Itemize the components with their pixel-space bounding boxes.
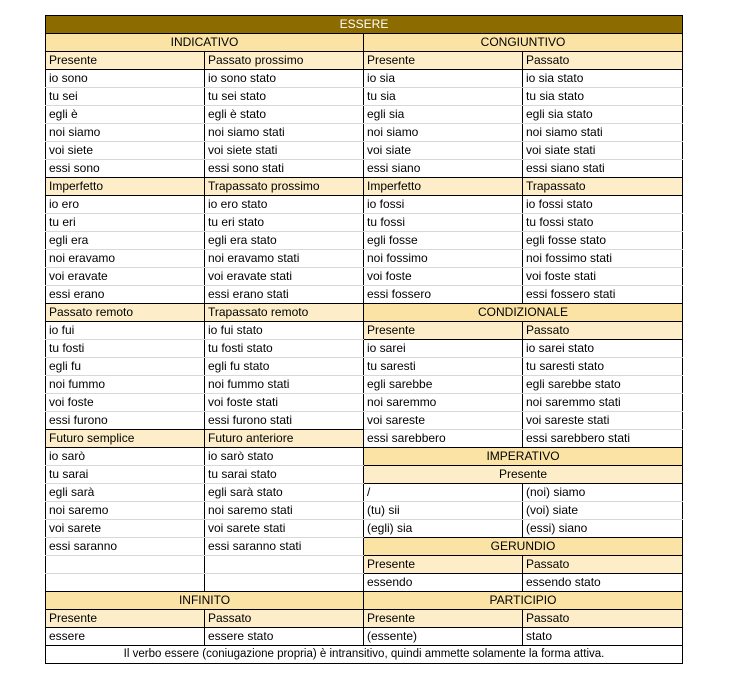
conjugation-cell: essi siano [364,160,523,178]
footnote: Il verbo essere (coniugazione propria) è intransitivo, quindi ammette solamente la forma attiva. [46,646,683,664]
conjugation-cell: essi sono [46,160,205,178]
conjugation-cell: noi siamo [46,124,205,142]
tense-label: Presente [364,556,523,574]
tense-label: Trapassato [523,178,683,196]
tense-label: Imperfetto [46,178,205,196]
conjugation-cell: tu saresti [364,358,523,376]
conjugation-cell: (voi) siate [523,502,683,520]
conjugation-cell: essi furono [46,412,205,430]
conjugation-cell: essere stato [205,628,364,646]
tense-label: Passato prossimo [205,52,364,70]
tense-label: Passato [205,610,364,628]
conjugation-cell: tu fosti stato [205,340,364,358]
conjugation-cell: egli fu stato [205,358,364,376]
conjugation-cell: io sarò [46,448,205,466]
conjugation-cell: noi fummo stati [205,376,364,394]
empty-cell [205,556,364,574]
conjugation-cell: noi siamo stati [205,124,364,142]
tense-label: Imperfetto [364,178,523,196]
conjugation-cell: noi saremmo [364,394,523,412]
conjugation-cell: / [364,484,523,502]
tense-label: Passato [523,556,683,574]
conjugation-cell: tu eri stato [205,214,364,232]
conjugation-cell: io ero stato [205,196,364,214]
conjugation-cell: voi sarete [46,520,205,538]
conjugation-cell: voi sarete stati [205,520,364,538]
conjugation-cell: noi fummo [46,376,205,394]
conjugation-cell: essere [46,628,205,646]
verb-title: ESSERE [46,16,683,34]
conjugation-cell: io fossi stato [523,196,683,214]
conjugation-cell: voi eravate stati [205,268,364,286]
conjugation-cell: essi siano stati [523,160,683,178]
conjugation-cell: voi foste stati [205,394,364,412]
conjugation-cell: egli è stato [205,106,364,124]
conjugation-cell: noi fossimo stati [523,250,683,268]
tense-label: Futuro semplice [46,430,205,448]
conjugation-cell: egli fosse [364,232,523,250]
empty-cell [46,556,205,574]
conjugation-cell: noi saremo [46,502,205,520]
conjugation-cell: tu sei stato [205,88,364,106]
conjugation-cell: egli sarà [46,484,205,502]
conjugation-cell: essi fossero [364,286,523,304]
conjugation-cell: io sono stato [205,70,364,88]
conjugation-cell: stato [523,628,683,646]
conjugation-cell: (tu) sii [364,502,523,520]
conjugation-cell: egli sarà stato [205,484,364,502]
condizionale-heading: CONDIZIONALE [364,304,683,322]
conjugation-cell: noi eravamo stati [205,250,364,268]
conjugation-cell: voi siete stati [205,142,364,160]
conjugation-cell: egli sia [364,106,523,124]
conjugation-cell: io fui [46,322,205,340]
conjugation-cell: tu sia stato [523,88,683,106]
conjugation-cell: io sarei stato [523,340,683,358]
empty-cell [205,574,364,592]
tense-label: Futuro anteriore [205,430,364,448]
conjugation-cell: noi siamo [364,124,523,142]
conjugation-cell: io sia [364,70,523,88]
empty-cell [46,574,205,592]
conjugation-cell: egli fosse stato [523,232,683,250]
tense-label: Presente [46,52,205,70]
tense-label: Trapassato remoto [205,304,364,322]
conjugation-cell: noi saremmo stati [523,394,683,412]
conjugation-cell: voi siete [46,142,205,160]
tense-label: Presente [364,610,523,628]
conjugation-cell: voi siate [364,142,523,160]
conjugation-cell: tu fossi stato [523,214,683,232]
conjugation-cell: noi siamo stati [523,124,683,142]
conjugation-cell: egli sarebbe stato [523,376,683,394]
tense-label: Passato [523,322,683,340]
conjugation-cell: essi sono stati [205,160,364,178]
conjugation-cell: essi furono stati [205,412,364,430]
conjugation-cell: (essente) [364,628,523,646]
conjugation-cell: essi erano stati [205,286,364,304]
conjugation-cell: io ero [46,196,205,214]
conjugation-cell: egli era stato [205,232,364,250]
tense-label: Passato [523,52,683,70]
conjugation-cell: io sono [46,70,205,88]
conjugation-cell: essi sarebbero [364,430,523,448]
conjugation-cell: voi foste [46,394,205,412]
conjugation-cell: io fui stato [205,322,364,340]
conjugation-cell: tu sei [46,88,205,106]
conjugation-cell: essendo stato [523,574,683,592]
conjugation-cell: io sarei [364,340,523,358]
conjugation-cell: essi saranno [46,538,205,556]
tense-label: Trapassato prossimo [205,178,364,196]
conjugation-cell: (essi) siano [523,520,683,538]
conjugation-cell: io sia stato [523,70,683,88]
indicativo-heading: INDICATIVO [46,34,364,52]
conjugation-cell: tu sarai stato [205,466,364,484]
conjugation-cell: tu eri [46,214,205,232]
conjugation-cell: noi eravamo [46,250,205,268]
conjugation-cell: tu fosti [46,340,205,358]
gerundio-heading: GERUNDIO [364,538,683,556]
conjugation-cell: (noi) siamo [523,484,683,502]
congiuntivo-heading: CONGIUNTIVO [364,34,683,52]
conjugation-table [45,15,683,664]
conjugation-cell: noi fossimo [364,250,523,268]
conjugation-cell: tu fossi [364,214,523,232]
conjugation-cell: egli è [46,106,205,124]
conjugation-cell: essendo [364,574,523,592]
tense-label: Passato [523,610,683,628]
conjugation-cell: voi siate stati [523,142,683,160]
conjugation-cell: tu sarai [46,466,205,484]
tense-label: Presente [364,466,683,484]
tense-label: Passato remoto [46,304,205,322]
conjugation-cell: io fossi [364,196,523,214]
conjugation-cell: essi saranno stati [205,538,364,556]
tense-label: Presente [364,322,523,340]
infinito-heading: INFINITO [46,592,364,610]
conjugation-cell: essi sarebbero stati [523,430,683,448]
conjugation-cell: essi fossero stati [523,286,683,304]
conjugation-cell: (egli) sia [364,520,523,538]
conjugation-cell: voi sareste [364,412,523,430]
conjugation-cell: tu sia [364,88,523,106]
participio-heading: PARTICIPIO [364,592,683,610]
conjugation-cell: essi erano [46,286,205,304]
tense-label: Presente [46,610,205,628]
conjugation-cell: voi foste stati [523,268,683,286]
tense-label: Presente [364,52,523,70]
conjugation-cell: voi foste [364,268,523,286]
conjugation-cell: egli sia stato [523,106,683,124]
conjugation-cell: voi eravate [46,268,205,286]
conjugation-cell: tu saresti stato [523,358,683,376]
conjugation-cell: egli fu [46,358,205,376]
conjugation-cell: io sarò stato [205,448,364,466]
conjugation-cell: noi saremo stati [205,502,364,520]
imperativo-heading: IMPERATIVO [364,448,683,466]
conjugation-cell: egli era [46,232,205,250]
conjugation-cell: voi sareste stati [523,412,683,430]
conjugation-cell: egli sarebbe [364,376,523,394]
